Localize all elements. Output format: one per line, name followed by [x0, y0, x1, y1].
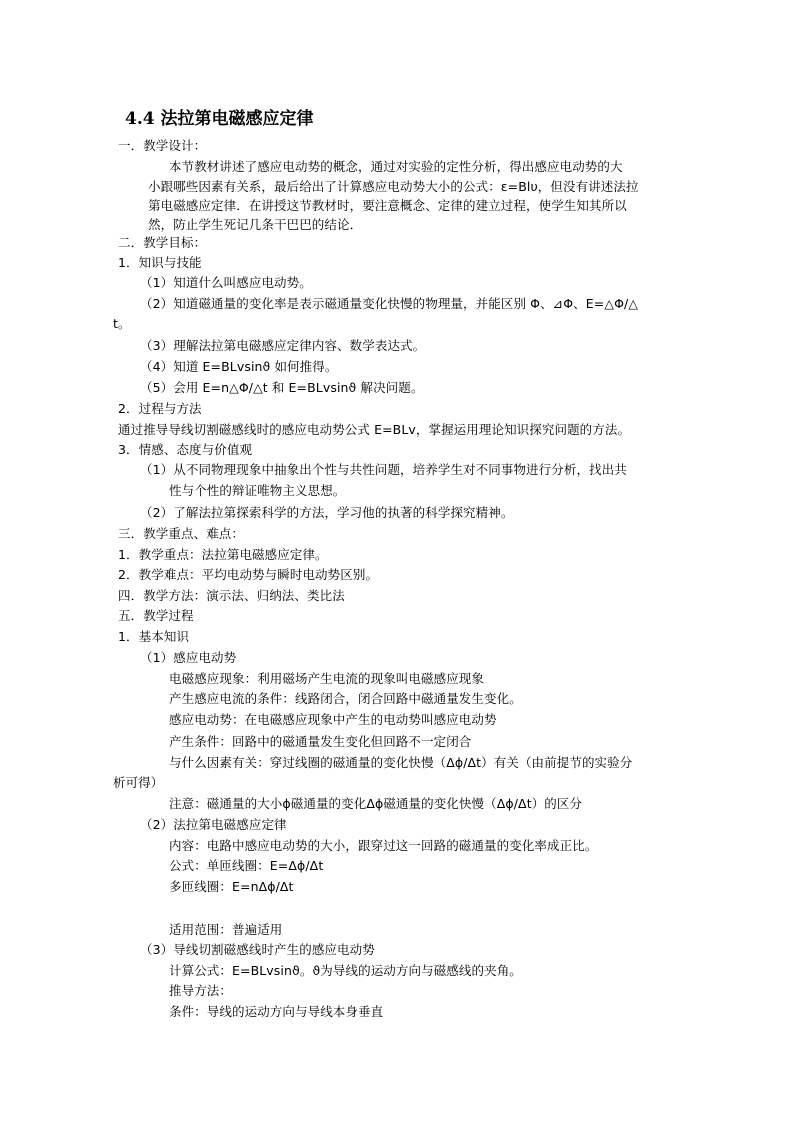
formula-line: 计算公式：E=BLvsinϑ。ϑ为导线的运动方向与磁感线的夹角。 [169, 963, 522, 978]
list-item: 1．教学重点：法拉第电磁感应定律。 [118, 547, 328, 562]
list-item: （1）感应电动势 [140, 650, 237, 665]
paragraph-line: 内容：电路中感应电动势的大小，跟穿过这一回路的磁通量的变化率成正比。 [169, 838, 598, 853]
paragraph-line: 条件：导线的运动方向与导线本身垂直 [169, 1004, 384, 1019]
list-item: （1）从不同物理现象中抽象出个性与共性问题，培养学生对不同事物进行分析，找出共 [140, 462, 627, 477]
list-item: （2）知道磁通量的变化率是表示磁通量变化快慢的物理量，并能区别 Φ、⊿Φ、E=△Φ/△ [140, 296, 639, 311]
list-item-continuation: 性与个性的辩证唯物主义思想。 [169, 483, 346, 498]
formula-line: 公式：单匝线圈：E=Δϕ/Δt [169, 858, 324, 873]
paragraph-line: 小跟哪些因素有关系，最后给出了计算感应电动势大小的公式：ε=Blυ，但没有讲述法拉 [148, 179, 639, 194]
paragraph-line: 感应电动势：在电磁感应现象中产生的电动势叫感应电动势 [169, 712, 497, 727]
subsection-heading: 1．知识与技能 [118, 255, 202, 270]
paragraph-line: 第电磁感应定律．在讲授这节教材时，要注意概念、定律的建立过程，使学生知其所以 [148, 198, 627, 213]
list-item-continuation: t。 [113, 316, 131, 331]
section-heading: 一．教学设计： [118, 138, 207, 153]
list-item: （5）会用 E=n△Φ/△t 和 E=BLvsinϑ 解决问题。 [140, 380, 424, 395]
subsection-heading: 2．过程与方法 [118, 401, 202, 416]
paragraph-line: 注意：磁通量的大小ϕ磁通量的变化Δϕ磁通量的变化快慢（Δϕ/Δt）的区分 [169, 796, 583, 811]
paragraph-line: 产生条件：回路中的磁通量发生变化但回路不一定闭合 [169, 734, 472, 749]
section-heading: 二．教学目标： [118, 235, 207, 250]
paragraph-line: 然，防止学生死记几条干巴巴的结论． [148, 217, 363, 232]
paragraph-line: 电磁感应现象：利用磁场产生电流的现象叫电磁感应现象 [169, 671, 485, 686]
list-item: （2）了解法拉第探索科学的方法，学习他的执著的科学探究精神。 [140, 505, 514, 520]
subsection-heading: 1．基本知识 [118, 629, 190, 644]
paragraph-line: 本节教材讲述了感应电动势的概念，通过对实验的定性分析，得出感应电动势的大 [169, 159, 623, 174]
formula-line: 多匝线圈：E=nΔϕ/Δt [169, 879, 294, 894]
list-item: （1）知道什么叫感应电动势。 [140, 275, 312, 290]
paragraph-line: 通过推导导线切割磁感线时的感应电动势公式 E=BLv，掌握运用理论知识探究问题的方法。 [118, 422, 631, 437]
paragraph-line: 推导方法： [169, 983, 233, 998]
list-item: （2）法拉第电磁感应定律 [140, 817, 287, 832]
paragraph-line: 产生感应电流的条件：线路闭合，闭合回路中磁通量发生变化。 [169, 691, 522, 706]
paragraph-line: 与什么因素有关：穿过线圈的磁通量的变化快慢（Δϕ/Δt）有关（由前提节的实验分 [169, 755, 633, 770]
subsection-heading: 3．情感、态度与价值观 [118, 442, 253, 457]
document-title: 4.4 法拉第电磁感应定律 [125, 109, 314, 129]
section-heading: 五．教学过程 [118, 608, 194, 623]
list-item: （3）理解法拉第电磁感应定律内容、数学表达式。 [140, 338, 426, 353]
section-heading: 三．教学重点、难点： [118, 526, 245, 541]
list-item: 2．教学难点：平均电动势与瞬时电动势区别。 [118, 567, 379, 582]
paragraph-line: 适用范围：普遍适用 [169, 922, 283, 937]
paragraph-continuation: 析可得） [113, 775, 164, 790]
section-heading: 四．教学方法：演示法、归纳法、类比法 [118, 588, 345, 603]
list-item: （3）导线切割磁感线时产生的感应电动势 [140, 942, 375, 957]
list-item: （4）知道 E=BLvsinϑ 如何推得。 [140, 359, 338, 374]
